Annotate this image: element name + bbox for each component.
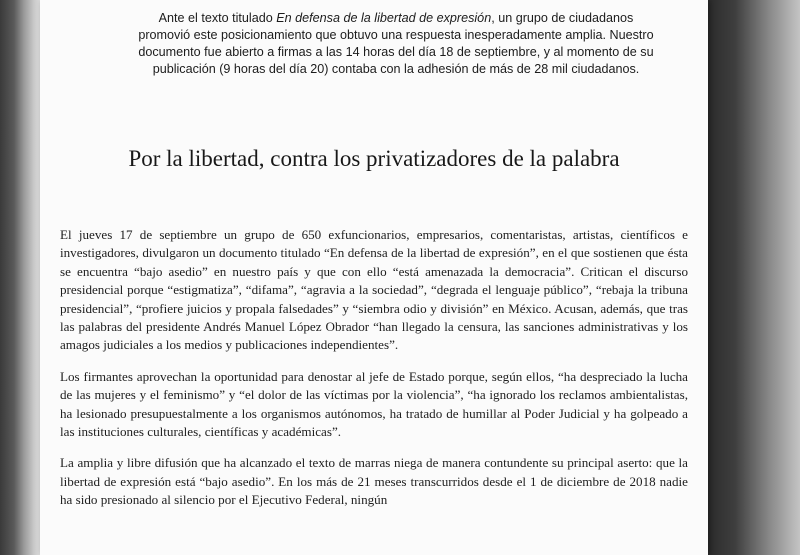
document-title: Por la libertad, contra los privatizadores de la palabra <box>128 146 620 171</box>
body-paragraph-1: El jueves 17 de septiembre un grupo de 650 exfuncionarios, empresarios, comentaristas, artistas, científicos e investigadores, divulgaron un documento titulado “En defensa de la libertad de expresión”, en el que sostienen que ésta se encuentra “bajo asedio” en nuestro país y que con ello “está amenazada la democracia”. Critican el discurso presidencial porque “estigmatiza”, “difama”, “agravia a la sociedad”, “degrada el lenguaje público”, “rebaja la tribuna presidencial”, “profiere juicios y propala falsedades” y “siembra odio y división” en México. Acusan, además, que tras las palabras del presidente Andrés Manuel López Obrador “han llegado la censura, las sanciones administrativas y los amagos judiciales a los medios y publicaciones independientes”. <box>60 227 688 353</box>
intro-paragraph <box>136 10 656 78</box>
document-body <box>60 226 688 523</box>
intro-quoted-title: En defensa de la libertad de expresión <box>276 11 492 25</box>
intro-text-start: Ante el texto titulado <box>158 11 277 25</box>
document-page <box>40 0 708 555</box>
intro-text-end: , un grupo de ciudadanos promovió este posicionamiento que obtuvo una respuesta inesperadamente amplia. Nuestro documento fue abierto a firmas a las 14 horas del día 18 de septiembre, y al momento de su publicación (9 horas del día 20) contaba con la adhesión de más de 28 mil ciudadanos. <box>138 11 654 76</box>
body-paragraph-3: La amplia y libre difusión que ha alcanzado el texto de marras niega de manera contundente su principal aserto: que la libertad de expresión está “bajo asedio”. En los más de 21 meses transcurridos desde el 1 de diciembre de 2018 nadie ha sido presionado al silencio por el Ejecutivo Federal, ningún <box>60 455 688 508</box>
intro-note <box>136 10 656 78</box>
body-paragraph-2: Los firmantes aprovechan la oportunidad para denostar al jefe de Estado porque, según ellos, “ha despreciado la lucha de las mujeres y el feminismo” y “el dolor de las víctimas por la violencia”, “ha ignorado los reclamos ambientalistas, ha lesionado presupuestalmente a los organismos autónomos, ha tratado de humillar al Poder Judicial y ha golpeado a las instituciones culturales, científicas y académicas”. <box>60 368 688 440</box>
